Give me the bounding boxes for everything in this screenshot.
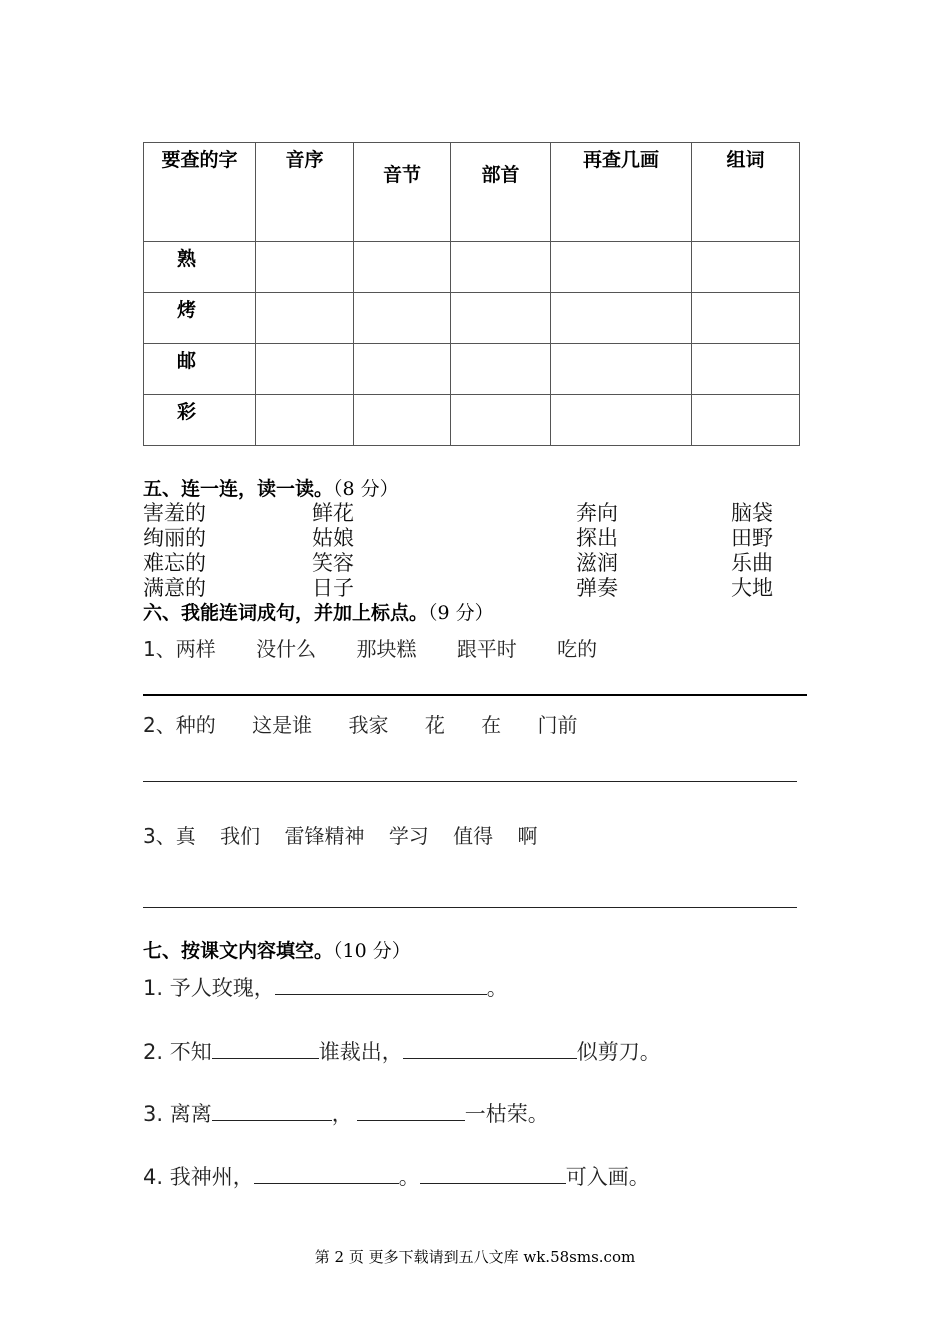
dictionary-table (143, 142, 800, 446)
fill-text: 一枯荣。 (464, 1102, 549, 1126)
table-header: 再查几画 (551, 143, 692, 242)
fill-blank[interactable] (357, 1100, 465, 1121)
match-word[interactable]: 乐曲 (731, 551, 773, 575)
fill-blank[interactable] (212, 1100, 332, 1121)
word-chip: 跟平时 (456, 637, 517, 661)
section5-score: （8 分） (333, 478, 399, 500)
fill-blank[interactable] (254, 1163, 399, 1184)
match-word[interactable]: 大地 (731, 576, 773, 600)
answer-line[interactable] (143, 781, 797, 782)
fill-text: 可入画。 (565, 1165, 650, 1189)
word-chip: 门前 (537, 713, 578, 737)
question-number: 3、 (143, 824, 176, 848)
table-cell[interactable] (451, 293, 551, 344)
fill-text: 似剪刀。 (576, 1040, 661, 1064)
table-header: 音序 (256, 143, 354, 242)
match-word[interactable]: 满意的 (143, 576, 206, 600)
word-chip: 真 (175, 824, 196, 848)
fill-text: 1. 予人玫瑰， (143, 976, 275, 1000)
table-header: 要查的字 (144, 143, 256, 242)
page-footer: 第 2 页 更多下载请到五八文库 wk.58sms.com (314, 1248, 636, 1266)
table-cell-char: 烤 (144, 293, 256, 344)
answer-line[interactable] (143, 907, 797, 908)
fill-text: 谁裁出， (318, 1040, 403, 1064)
table-cell[interactable] (354, 242, 451, 293)
match-word[interactable]: 奔向 (576, 501, 618, 525)
fill-text: 3. 离离 (143, 1102, 212, 1126)
table-cell[interactable] (256, 395, 354, 446)
word-chip: 花 (424, 713, 445, 737)
table-row (144, 242, 800, 293)
match-word[interactable]: 绚丽的 (143, 526, 206, 550)
question-number: 2、 (143, 713, 176, 737)
table-cell[interactable] (256, 344, 354, 395)
word-chip: 在 (481, 713, 502, 737)
word-chip: 雷锋精神 (284, 824, 365, 848)
word-chip: 没什么 (256, 637, 317, 661)
match-word[interactable]: 探出 (576, 526, 618, 550)
table-cell[interactable] (551, 293, 692, 344)
match-word[interactable]: 姑娘 (312, 526, 354, 550)
table-row (144, 293, 800, 344)
table-cell[interactable] (551, 395, 692, 446)
table-cell[interactable] (451, 395, 551, 446)
table-cell[interactable] (551, 344, 692, 395)
fill-line-3 (143, 1098, 549, 1128)
fill-blank[interactable] (275, 974, 487, 995)
match-word[interactable]: 脑袋 (731, 501, 773, 525)
word-chip: 吃的 (557, 637, 598, 661)
match-word[interactable]: 笑容 (312, 551, 354, 575)
word-chip: 两样 (175, 637, 216, 661)
fill-blank[interactable] (212, 1038, 319, 1059)
table-cell-char: 熟 (144, 242, 256, 293)
table-cell[interactable] (451, 344, 551, 395)
word-chip: 学习 (388, 824, 429, 848)
match-word[interactable]: 滋润 (576, 551, 618, 575)
table-cell[interactable] (354, 395, 451, 446)
word-chip: 这是谁 (252, 713, 313, 737)
section6-title-text: 六、我能连词成句，并加上标点。 (143, 602, 429, 624)
match-word[interactable]: 弹奏 (576, 576, 618, 600)
table-row (144, 344, 800, 395)
word-chip: 我们 (220, 824, 261, 848)
fill-line-2 (143, 1036, 661, 1066)
table-row (144, 395, 800, 446)
fill-text: 2. 不知 (143, 1040, 212, 1064)
table-cell[interactable] (692, 293, 800, 344)
question-number: 1、 (143, 637, 176, 661)
table-cell[interactable] (354, 344, 451, 395)
table-cell[interactable] (692, 395, 800, 446)
fill-blank[interactable] (420, 1163, 566, 1184)
word-chip: 种的 (175, 713, 216, 737)
table-header: 部首 (451, 143, 551, 242)
table-cell[interactable] (354, 293, 451, 344)
table-cell-char: 彩 (144, 395, 256, 446)
word-chip: 值得 (453, 824, 494, 848)
fill-line-1 (143, 972, 508, 1002)
fill-line-4 (143, 1161, 650, 1191)
section7-score: （10 分） (333, 940, 411, 962)
table-cell[interactable] (692, 242, 800, 293)
answer-line[interactable] (143, 694, 807, 696)
table-cell[interactable] (692, 344, 800, 395)
fill-text: 。 (486, 976, 508, 1000)
fill-blank[interactable] (403, 1038, 577, 1059)
table-cell-char: 邮 (144, 344, 256, 395)
section7-title (143, 936, 411, 963)
section6-score: （9 分） (428, 602, 494, 624)
section7-title-text: 七、按课文内容填空。 (143, 940, 334, 962)
table-cell[interactable] (256, 293, 354, 344)
table-header: 组词 (692, 143, 800, 242)
match-word[interactable]: 难忘的 (143, 551, 206, 575)
match-word[interactable]: 鲜花 (312, 501, 354, 525)
match-word[interactable]: 日子 (312, 576, 354, 600)
fill-text: ， (331, 1102, 353, 1126)
match-word[interactable]: 害羞的 (143, 501, 206, 525)
table-cell[interactable] (551, 242, 692, 293)
fill-text: 。 (398, 1165, 420, 1189)
table-cell[interactable] (451, 242, 551, 293)
match-word[interactable]: 田野 (731, 526, 773, 550)
sentence-q3 (143, 820, 538, 849)
table-header: 音节 (354, 143, 451, 242)
fill-text: 4. 我神州， (143, 1165, 254, 1189)
sentence-q2 (143, 709, 578, 738)
word-chip: 啊 (517, 824, 538, 848)
section5-title-text: 五、连一连，读一读。 (143, 478, 334, 500)
table-cell[interactable] (256, 242, 354, 293)
sentence-q1 (143, 633, 597, 662)
table-header-row (144, 143, 800, 242)
word-chip: 我家 (348, 713, 389, 737)
word-chip: 那块糕 (356, 637, 417, 661)
section6-title (143, 598, 494, 625)
